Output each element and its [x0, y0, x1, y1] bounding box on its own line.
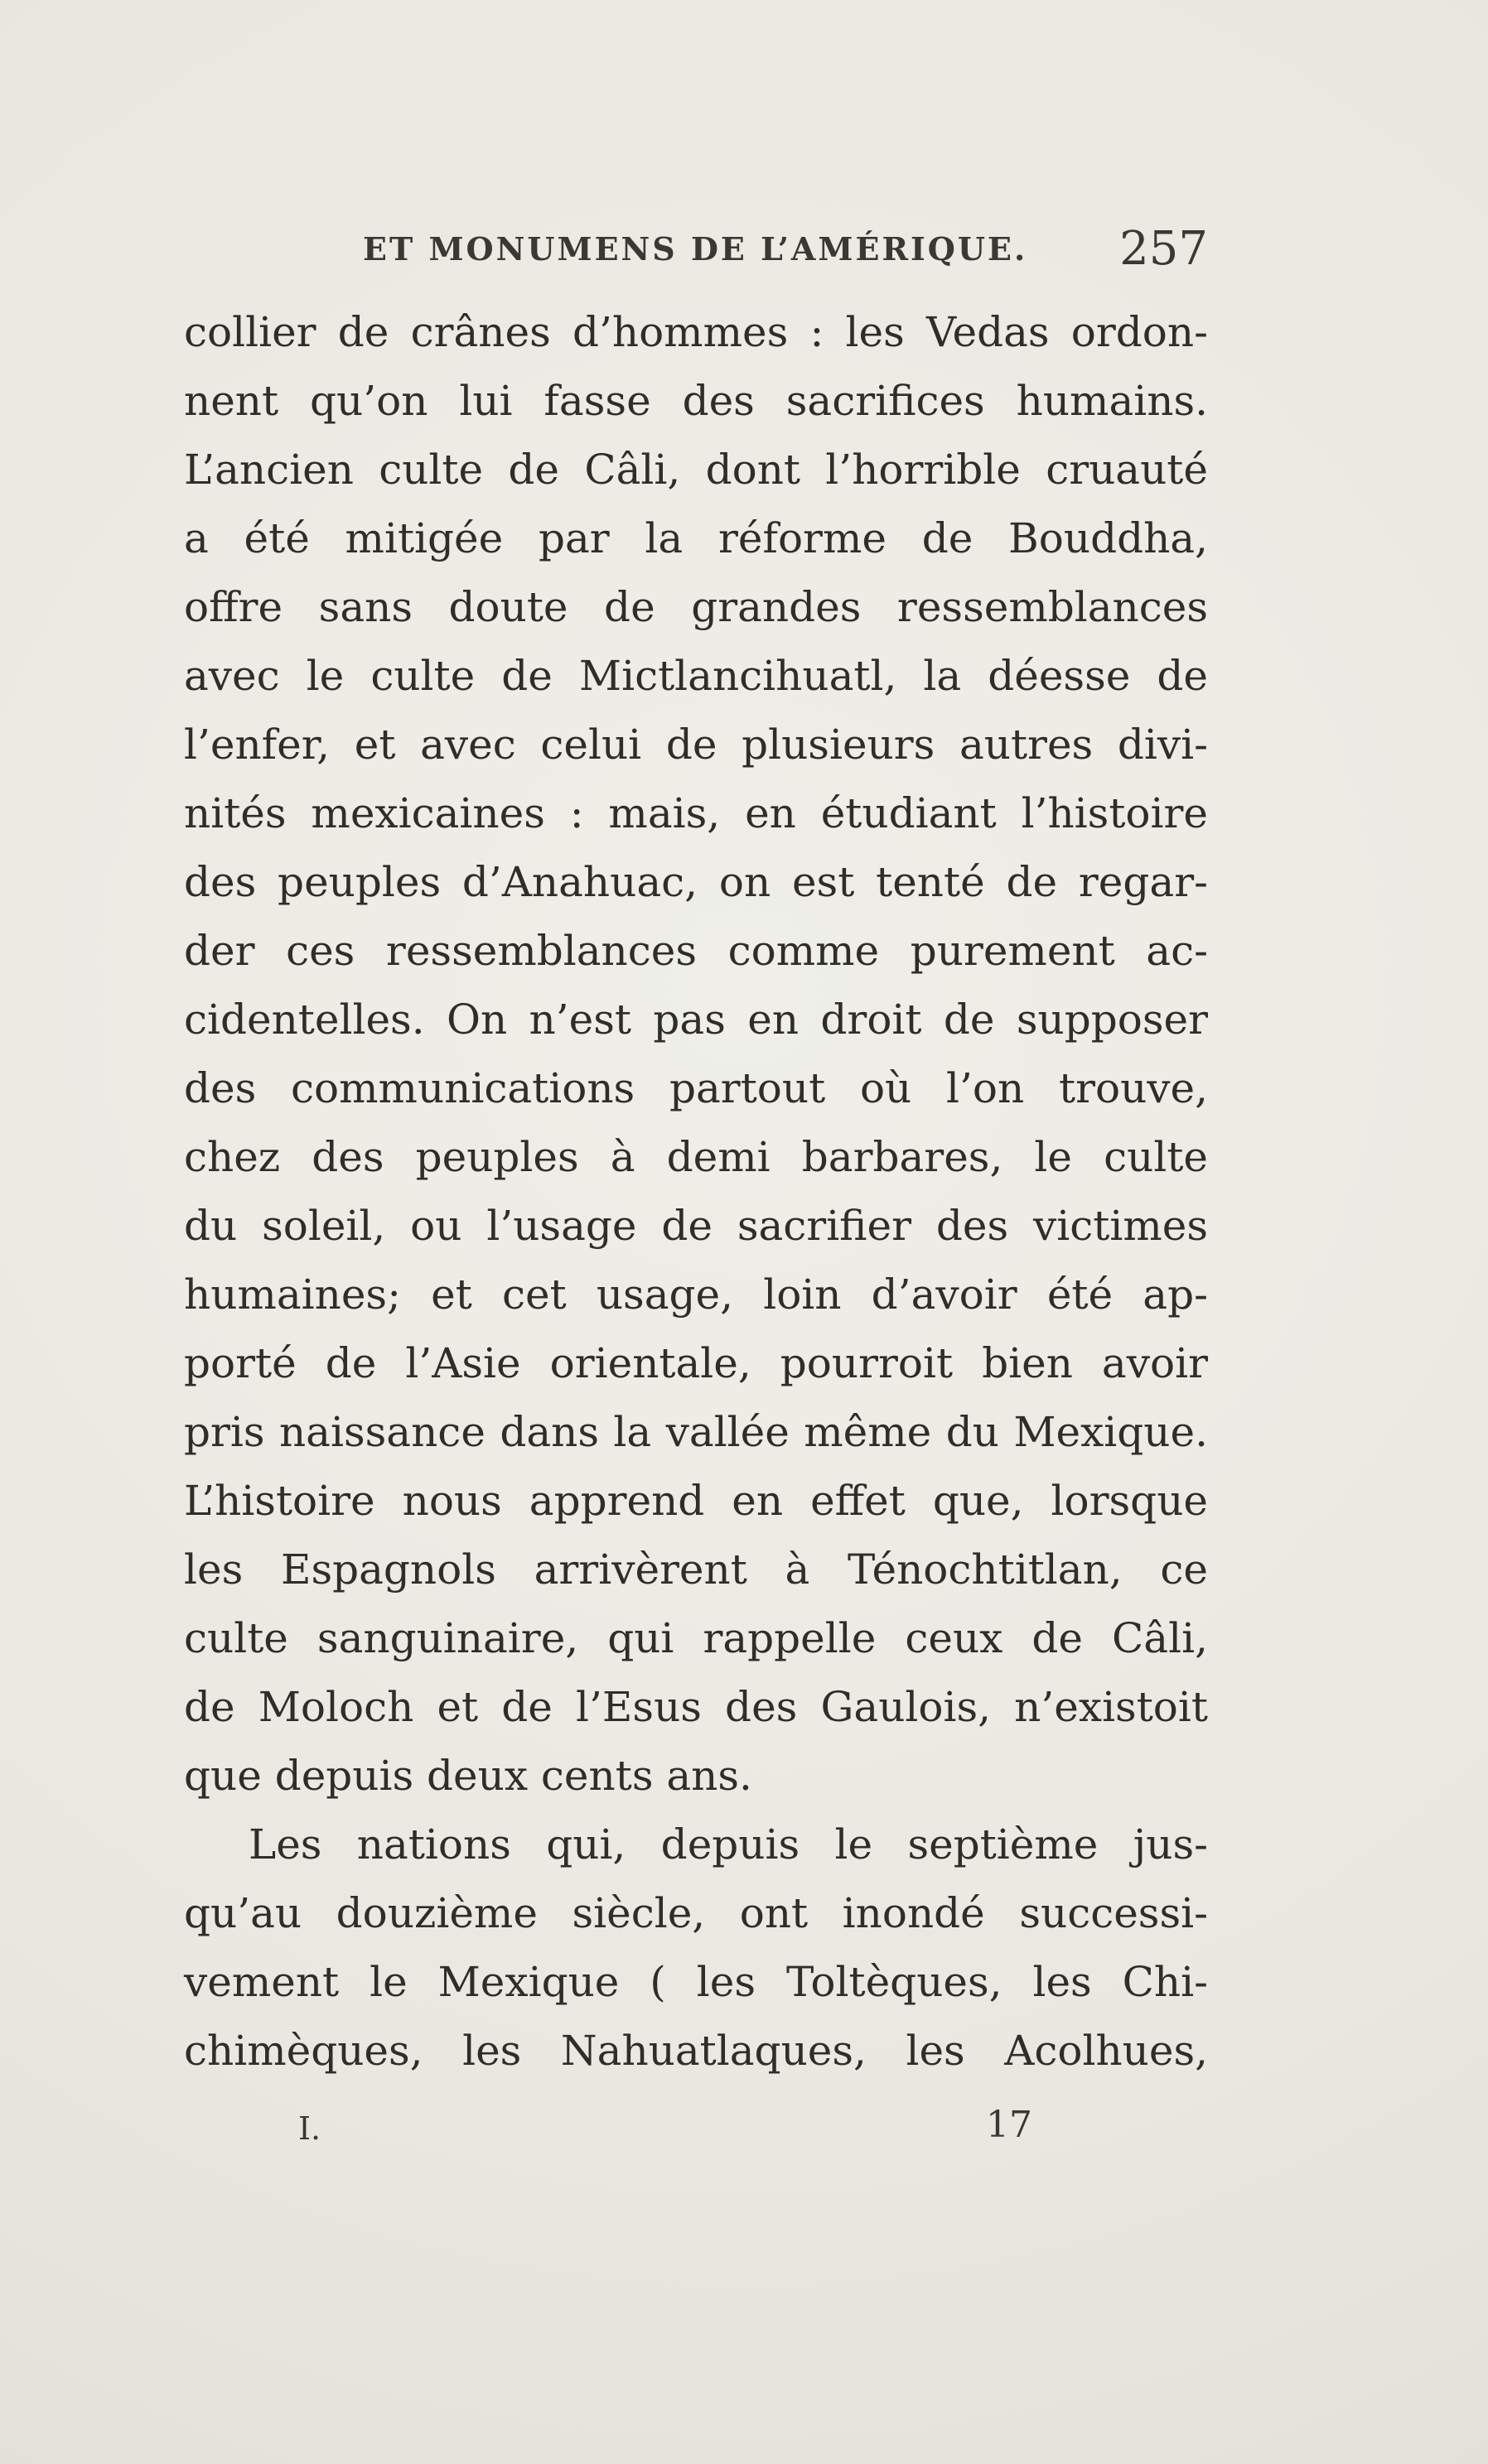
text-line: der ces ressemblances comme purement ac-	[184, 927, 1208, 975]
text-line: L’histoire nous apprend en effet que, lorsque	[184, 1477, 1208, 1525]
text-line: culte sanguinaire, qui rappelle ceux de Câli,	[184, 1614, 1208, 1662]
text-line: porté de l’Asie orientale, pourroit bien avoir	[184, 1339, 1208, 1387]
body-text	[184, 298, 1208, 2085]
text-line: offre sans doute de grandes ressemblances	[184, 583, 1208, 631]
text-line: humaines; et cet usage, loin d’avoir été ap-	[184, 1271, 1208, 1319]
gathering-number: 17	[986, 2104, 1032, 2146]
running-title: ET MONUMENS DE L’AMÉRIQUE.	[363, 230, 1028, 268]
text-line: L’ancien culte de Câli, dont l’horrible cruauté	[184, 446, 1208, 494]
text-line: les Espagnols arrivèrent à Ténochtitlan, ce	[184, 1545, 1208, 1594]
text-line: de Moloch et de l’Esus des Gaulois, n’existoit	[184, 1683, 1208, 1731]
text-line: collier de crânes d’hommes : les Vedas ordon-	[184, 308, 1208, 356]
paragraph-end-line: que depuis deux cents ans.	[184, 1752, 752, 1800]
text-line: nent qu’on lui fasse des sacrifices humains.	[184, 377, 1208, 425]
text-line: chez des peuples à demi barbares, le culte	[184, 1133, 1208, 1181]
text-line: des peuples d’Anahuac, on est tenté de regar-	[184, 858, 1208, 906]
text-line: cidentelles. On n’est pas en droit de supposer	[184, 996, 1208, 1044]
text-line: avec le culte de Mictlancihuatl, la déesse de	[184, 652, 1208, 700]
page-header	[363, 222, 1208, 288]
text-line: l’enfer, et avec celui de plusieurs autres divi-	[184, 721, 1208, 769]
text-line: nités mexicaines : mais, en étudiant l’histoire	[184, 789, 1208, 837]
text-line: qu’au douzième siècle, ont inondé successi-	[184, 1889, 1208, 1937]
text-line: chimèques, les Nahuatlaques, les Acolhues,	[184, 2027, 1208, 2075]
volume-signature: I.	[298, 2110, 321, 2147]
page-number: 257	[1119, 222, 1208, 276]
text-line: vement le Mexique ( les Toltèques, les Chi-	[184, 1958, 1208, 2006]
text-line: du soleil, ou l’usage de sacrifier des victimes	[184, 1202, 1208, 1250]
page-footer	[0, 2104, 1488, 2160]
paragraph-start-line: Les nations qui, depuis le septième jus-	[249, 1820, 1208, 1868]
text-line: des communications partout où l’on trouve,	[184, 1064, 1208, 1112]
text-line: a été mitigée par la réforme de Bouddha,	[184, 514, 1208, 562]
text-line: pris naissance dans la vallée même du Mexique.	[184, 1408, 1208, 1456]
